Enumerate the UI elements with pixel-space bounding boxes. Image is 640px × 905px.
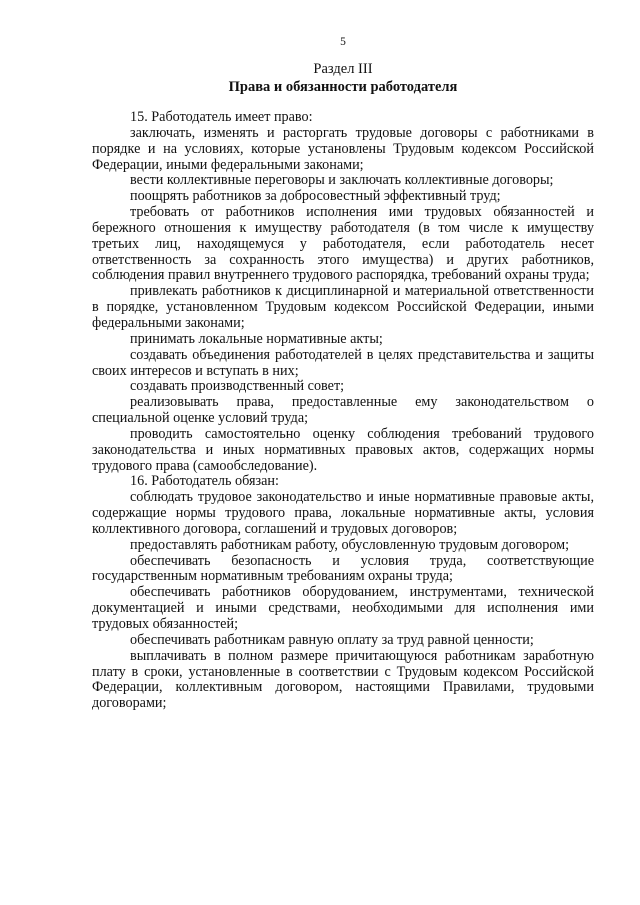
paragraph: требовать от работников исполнения ими трудовых обязанностей и бережного отношения к имуществу работодателя (в том числе к имуществу третьих лиц, находящемуся у работодателя, если работодатель несет ответственность за сохранность этого имущества) и других работников, соблюдения правил внутреннего трудового распорядка, требований охраны труда; — [92, 204, 594, 284]
paragraph: заключать, изменять и расторгать трудовые договоры с работниками в порядке и на условиях, которые установлены Трудовым кодексом Российской Федерации, иными федеральными законами; — [92, 124, 594, 173]
paragraph: принимать локальные нормативные акты; — [130, 330, 383, 347]
paragraph: создавать объединения работодателей в целях представительства и защиты своих интересов и вступать в них; — [92, 346, 594, 379]
section-title: Права и обязанности работодателя — [228, 79, 458, 95]
paragraph: обеспечивать безопасность и условия труда, соответствующие государственным нормативным требованиям охраны труда; — [92, 552, 594, 585]
paragraph: создавать производственный совет; — [130, 378, 345, 395]
paragraph: выплачивать в полном размере причитающуюся работникам заработную плату в сроки, установленные в соответствии с Трудовым кодексом Российской Федерации, коллективным договором, настоящими Правилами, трудовыми договорами; — [92, 647, 594, 712]
page-number: 5 — [340, 36, 346, 48]
paragraph: реализовывать права, предоставленные ему законодательством о специальной оценке условий труда; — [92, 394, 594, 427]
paragraph-clause-16: 16. Работодатель обязан: — [130, 473, 279, 490]
paragraph-clause-15: 15. Работодатель имеет право: — [130, 109, 313, 125]
paragraph: соблюдать трудовое законодательство и иные нормативные правовые акты, содержащие нормы трудового права, локальные нормативные акты, условия коллективного договора, соглашений и трудовых договоров; — [92, 489, 594, 537]
paragraph: привлекать работников к дисциплинарной и материальной ответственности в порядке, установленном Трудовым кодексом Российской Федерации, иными федеральными законами; — [92, 283, 594, 331]
section-label: Раздел III — [313, 61, 373, 77]
document-body — [92, 110, 594, 712]
paragraph: поощрять работников за добросовестный эффективный труд; — [130, 188, 501, 205]
paragraph: обеспечивать работников оборудованием, инструментами, технической документацией и иными средствами, необходимыми для исполнения ими трудовых обязанностей; — [92, 584, 594, 632]
paragraph: проводить самостоятельно оценку соблюдения требований трудового законодательства и иных нормативных правовых актов, содержащих нормы трудового права (самообследование). — [92, 425, 594, 474]
paragraph: обеспечивать работникам равную оплату за труд равной ценности; — [130, 631, 534, 648]
paragraph: вести коллективные переговоры и заключать коллективные договоры; — [130, 172, 554, 189]
paragraph: предоставлять работникам работу, обусловленную трудовым договором; — [130, 536, 570, 553]
